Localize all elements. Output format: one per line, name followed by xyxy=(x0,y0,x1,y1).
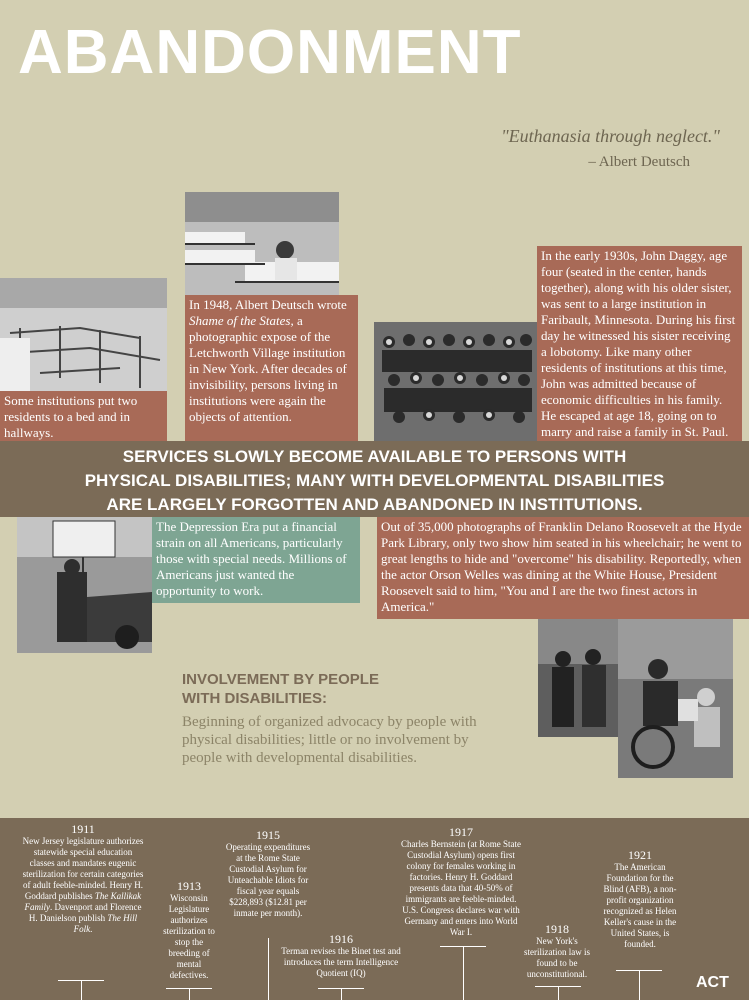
timeline-1911-text-b: . Davenport and Florence H. Danielson publish xyxy=(28,902,142,923)
timeline-1917-text: Charles Bernstein (at Rome State Custodial Asylum) opens first colony for females working in factories. Henry H. Goddard presents data that 40-50% of immigrants are feeble-minded. U.S. Congress declares war with Germany and enters into World War I. xyxy=(401,839,521,937)
timeline-1913 xyxy=(160,879,218,981)
timeline-1918-stem xyxy=(558,986,559,1000)
page-title: ABANDONMENT xyxy=(18,18,522,87)
deutsch-caption-a: In 1948, Albert Deutsch wrote xyxy=(189,297,347,312)
timeline-1917 xyxy=(398,825,524,938)
group-photo xyxy=(374,322,537,441)
timeline-1916-stem xyxy=(341,988,342,1000)
timeline-1921-year: 1921 xyxy=(628,848,652,862)
involvement-heading-line-1: INVOLVEMENT BY PEOPLE xyxy=(182,671,379,688)
banner-line-2: PHYSICAL DISABILITIES; MANY WITH DEVELOPMENTAL DISABILITIES xyxy=(84,471,665,490)
timeline-1916 xyxy=(272,932,410,979)
fdr-caption: Out of 35,000 photographs of Franklin Delano Roosevelt at the Hyde Park Library, only two show him seated in his wheelchair; he went to great lengths to hide and "overcome" his disability. Reportedly, when the actor Orson Welles was dining at the White House, President Roosevelt said to him, "You and I are the two finest actors in America." xyxy=(377,517,749,619)
timeline-1915-year: 1915 xyxy=(256,828,280,842)
beds-photo xyxy=(0,278,167,391)
involvement-body: Beginning of organized advocacy by people with physical disabilities; little or no involvement by people with developmental disabilities. xyxy=(182,714,477,766)
timeline-1921 xyxy=(598,848,682,950)
timeline-1915-text: Operating expenditures at the Rome State Custodial Asylum for Unteachable Idiots for fiscal year equals $228,893 ($12.81 per inmate per month). xyxy=(225,842,311,918)
timeline-1918 xyxy=(516,922,598,980)
timeline-1911 xyxy=(22,822,144,935)
timeline-1911-text-c: . xyxy=(90,924,93,934)
timeline-1913-stem xyxy=(189,988,190,1000)
deutsch-caption-b: a photographic expose of the Letchworth Village institution in New York. After decades of invisibility, persons living in institutions were again the objects of attention. xyxy=(189,313,347,424)
timeline-1915-stem xyxy=(268,938,269,1000)
timeline-1915 xyxy=(222,828,314,919)
daggy-caption: In the early 1930s, John Daggy, age four (seated in the center, hands together), along with his older sister, was sent to a large institution in Faribault, Minnesota. During his first day he witnessed his sister receiving a lobotomy. Like many other residents of institutions at this time, John was admitted because of economic difficulties in his family. He escaped at age 18, going on to marry and raise a family in St. Paul. xyxy=(537,246,742,441)
beds-caption: Some institutions put two residents to a bed and in hallways. xyxy=(0,391,167,441)
quote-author: – Albert Deutsch xyxy=(588,154,690,170)
fdr-photo-standing xyxy=(538,619,618,737)
timeline-1917-stem xyxy=(463,946,464,1000)
quote-text: "Euthanasia through neglect." xyxy=(501,126,720,146)
fdr-photo-wheelchair xyxy=(618,619,733,778)
timeline-1921-stem xyxy=(639,970,640,1000)
timeline-1917-year: 1917 xyxy=(449,825,473,839)
timeline-1916-text: Terman revises the Binet test and introduces the term Intelligence Quotient (IQ) xyxy=(281,946,401,978)
timeline-1911-year: 1911 xyxy=(71,822,95,836)
deutsch-book-title: Shame of the States, xyxy=(189,313,294,328)
timeline-1918-text: New York's sterilization law is found to be unconstitutional. xyxy=(524,936,590,979)
banner-line-3: ARE LARGELY FORGOTTEN AND ABANDONED IN INSTITUTIONS. xyxy=(106,495,643,514)
act-logo: ACT xyxy=(696,974,729,991)
depression-photo xyxy=(17,517,152,653)
timeline-1911-text-a: New Jersey legislature authorizes statewide special education classes and mandates eugenic sterilization for certain categories of adult feeble-minded. Henry H. Goddard publishes xyxy=(22,836,144,901)
involvement-heading xyxy=(182,670,482,708)
timeline-1913-text: Wisconsin Legislature authorizes sterilization to stop the breeding of mental defectives. xyxy=(163,893,215,980)
kallikak-book-title: The Kallikak Family xyxy=(24,891,142,912)
timeline-1918-year: 1918 xyxy=(545,922,569,936)
timeline-1911-stem xyxy=(81,980,82,1000)
banner-line-1: SERVICES SLOWLY BECOME AVAILABLE TO PERSONS WITH xyxy=(122,447,627,466)
dormitory-photo xyxy=(185,192,339,295)
depression-caption: The Depression Era put a financial strain on all Americans, particularly those with special needs. Millions of Americans just wanted the opportunity to work. xyxy=(152,517,360,603)
timeline-1913-year: 1913 xyxy=(177,879,201,893)
section-banner xyxy=(0,441,749,517)
timeline-1916-year: 1916 xyxy=(329,932,353,946)
hill-folk-book-title: The Hill Folk xyxy=(73,913,138,934)
involvement-heading-line-2: WITH DISABILITIES: xyxy=(182,690,327,707)
deutsch-caption xyxy=(185,295,358,441)
timeline-1921-text: The American Foundation for the Blind (AFB), a non-profit organization recognized as Helen Keller's cause in the United States, is founded. xyxy=(603,862,677,949)
